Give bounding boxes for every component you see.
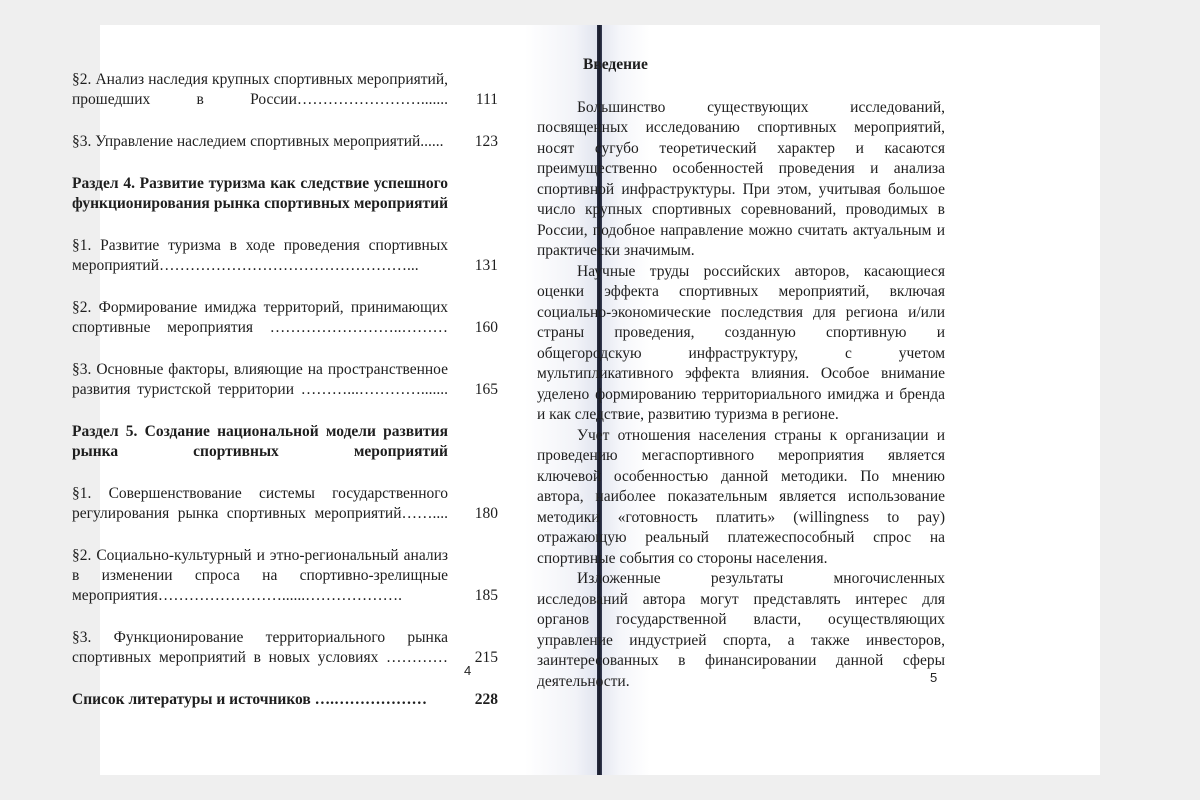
toc-entry-page: 180 xyxy=(474,505,498,522)
table-of-contents xyxy=(72,70,498,732)
toc-entry xyxy=(72,628,498,668)
toc-entry-title: §3. Функционирование территориального рынка спортивных мероприятий в новых условиях ………… xyxy=(72,629,448,666)
toc-entry-page: 165 xyxy=(474,381,498,398)
toc-entry xyxy=(72,546,498,606)
toc-entry xyxy=(72,70,498,110)
toc-entry xyxy=(72,236,498,276)
introduction xyxy=(537,55,945,692)
toc-entry xyxy=(72,484,498,524)
introduction-heading: Введение xyxy=(583,56,648,73)
toc-entry-page: 131 xyxy=(474,257,498,274)
toc-section-heading xyxy=(72,422,498,462)
toc-entry-title: §2. Анализ наследия крупных спортивных мероприятий, прошедших в России……………………....... xyxy=(72,71,448,108)
toc-bibliography-entry xyxy=(72,690,498,710)
right-page-number: 5 xyxy=(930,670,938,685)
toc-entry xyxy=(72,360,498,400)
toc-section-title: Раздел 5. Создание национальной модели развития рынка спортивных мероприятий xyxy=(72,423,448,460)
toc-entry-title: §2. Формирование имиджа территорий, принимающих спортивные мероприятия ……………………..……… xyxy=(72,299,448,336)
toc-entry-title: §1. Совершенствование системы государственного регулирования рынка спортивных мероприятий…….... xyxy=(72,485,448,522)
toc-entry xyxy=(72,132,498,152)
toc-entry-page: 123 xyxy=(474,133,498,150)
toc-entry-page: 215 xyxy=(474,649,498,666)
introduction-paragraph: Изложенные результаты многочисленных исследований автора могут представлять интерес для органов государственной власти, осуществляющих управление индустрией спорта, а также инвесторов, заинтересованных в финансировании данной сферы деятельности. xyxy=(537,570,945,690)
introduction-paragraph: Большинство существующих исследований, посвященных исследованию спортивных мероприятий, носят сугубо теоретический характер и касаются преимущественно особенностей проведения и анализа спортивной инфраструктуры. При этом, учитывая большое число крупных спортивных соревнований, проводимых в России, подобное направление можно считать актуальным и практически значимым. xyxy=(537,98,945,259)
toc-entry-title: §2. Социально-культурный и этно-региональный анализ в изменении спроса на спортивно-зрелищные мероприятия……………………......………………. xyxy=(72,547,448,604)
left-page-number: 4 xyxy=(464,663,472,678)
toc-entry-page: 160 xyxy=(474,319,498,336)
introduction-paragraph: Научные труды российских авторов, касающиеся оценки эффекта спортивных мероприятий, включая социально-экономические последствия для региона и/или страны проведения, созданную спортивную и общегородскую инфраструктуру, с учетом мультипликативного эффекта влияния. Особое внимание уделено формированию территориального имиджа и бренда и как следствие, развитию туризма в регионе. xyxy=(537,262,945,423)
toc-entry-title: Список литературы и источников ….……………… xyxy=(72,691,428,708)
toc-entry-title: §3. Основные факторы, влияющие на пространственное развития туристской территории ………...…………....... xyxy=(72,361,448,398)
toc-entry-page: 228 xyxy=(474,691,498,708)
toc-section-heading xyxy=(72,174,498,214)
toc-entry-page: 111 xyxy=(475,91,498,108)
toc-entry-title: §1. Развитие туризма в ходе проведения спортивных мероприятий…………………………………………... xyxy=(72,237,448,274)
toc-entry-page: 185 xyxy=(474,587,498,604)
toc-entry xyxy=(72,298,498,338)
introduction-paragraph: Учет отношения населения страны к организации и проведению мегаспортивного мероприятия является ключевой особенностью данной методики. По мнению автора, наиболее показательным является использование методики «готовность платить» (willingness to pay) отражающую реальный платежеспособный спрос на спортивные события со стороны населения. xyxy=(537,426,945,567)
toc-entry-title: §3. Управление наследием спортивных мероприятий...... xyxy=(72,133,444,150)
toc-section-title: Раздел 4. Развитие туризма как следствие успешного функционирования рынка спортивных мероприятий xyxy=(72,175,448,212)
